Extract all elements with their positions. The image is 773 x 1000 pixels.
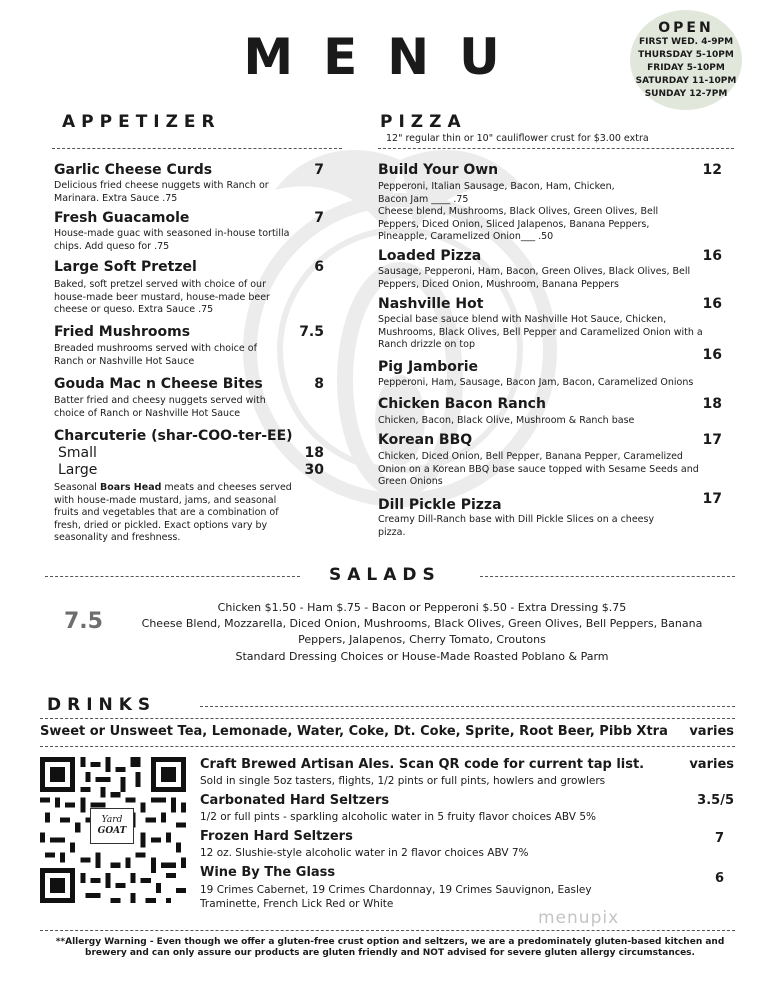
open-hours-line: SUNDAY 12-7PM xyxy=(644,89,728,99)
appetizer-item-name: Fried Mushrooms xyxy=(54,324,191,340)
appetizer-item-desc: Baked, soft pretzel served with choice of our house-made beer mustard, house-made beer cheese or queso. Extra Sauce .75 xyxy=(54,279,270,315)
pizza-item-price: 16 xyxy=(702,248,722,264)
pizza-item-name: Nashville Hot xyxy=(378,296,484,312)
menupix-watermark: menupix xyxy=(538,908,620,928)
logo-text: GOAT xyxy=(97,826,127,836)
pizza-item-name: Dill Pickle Pizza xyxy=(378,497,502,513)
charcuterie-desc xyxy=(54,482,294,545)
charcuterie-name: Charcuterie (shar-COO-ter-EE) xyxy=(54,428,293,444)
salad-ingredients: Cheese Blend, Mozzarella, Diced Onion, Mushrooms, Black Olives, Green Olives, Bell Peppers, Banana xyxy=(141,617,703,630)
divider xyxy=(45,576,300,577)
drink-item-price: 6 xyxy=(714,871,724,886)
allergy-warning: **Allergy Warning - Even though we offer a gluten-free crust option and seltzers, we are a predominately gluten-based kitchen and brewery and can only assure our products are gluten friendly and NOT advised for severe gluten allergy circumstances. xyxy=(55,937,725,958)
pizza-item-name: Korean BBQ xyxy=(378,432,473,448)
divider xyxy=(378,148,734,149)
charcuterie-large-label: Large xyxy=(58,462,98,478)
drink-item-price: 7 xyxy=(714,831,724,846)
charcuterie-small-price: 18 xyxy=(304,445,324,461)
drink-item-name: Sweet or Unsweet Tea, Lemonade, Water, Coke, Dt. Coke, Sprite, Root Beer, Pibb Xtra xyxy=(40,724,668,739)
salad-addons: Chicken $1.50 - Ham $.75 - Bacon or Pepperoni $.50 - Extra Dressing $.75 xyxy=(217,601,627,614)
pizza-item-desc: Sausage, Pepperoni, Ham, Bacon, Green Olives, Black Olives, Bell Peppers, Diced Onion, Mushroom, Banana Peppers xyxy=(378,266,691,290)
logo-text: Yard xyxy=(101,815,123,825)
pizza-item-name: Chicken Bacon Ranch xyxy=(378,396,546,412)
charcuterie-desc-text: meats and cheeses served with house-made mustard, jams, and seasonal fruits and vegetables that are a combination of fresh, dried or pickled. Exact options vary by seasonality and freshness. xyxy=(54,482,292,543)
appetizer-item-name: Fresh Guacamole xyxy=(54,210,190,226)
salads-heading: SALADS xyxy=(329,565,441,585)
pizza-item-price: 12 xyxy=(702,162,722,178)
appetizer-item-name: Garlic Cheese Curds xyxy=(54,162,213,178)
pizza-item-desc: Chicken, Diced Onion, Bell Pepper, Banana Pepper, Caramelized Onion on a Korean BBQ base sauce topped with Sesame Seeds and Green Onions xyxy=(378,451,699,487)
yard-goat-logo xyxy=(90,808,134,844)
open-hours-line: FRIDAY 5-10PM xyxy=(647,63,725,73)
drink-item-desc: 12 oz. Slushie-style alcoholic water in 2 flavor choices ABV 7% xyxy=(200,847,529,859)
pizza-crust-note: 12" regular thin or 10" cauliflower crust for $3.00 extra xyxy=(386,133,649,144)
pizza-item-name: Build Your Own xyxy=(378,162,499,178)
appetizer-item-name: Gouda Mac n Cheese Bites xyxy=(54,376,263,392)
appetizer-item-price: 7 xyxy=(314,162,324,178)
appetizer-item-price: 7 xyxy=(314,210,324,226)
open-hours-line: SATURDAY 11-10PM xyxy=(635,76,737,86)
salad-ingredients: Peppers, Jalapenos, Cherry Tomato, Croutons xyxy=(298,633,546,646)
appetizer-item-price: 8 xyxy=(314,376,324,392)
pizza-item-price: 17 xyxy=(702,432,722,448)
drink-item-desc: Sold in single 5oz tasters, flights, 1/2 pints or full pints, howlers and growlers xyxy=(200,775,606,787)
drink-item-price: varies xyxy=(689,757,734,772)
charcuterie-small-label: Small xyxy=(58,445,97,461)
appetizer-item-desc: Batter fried and cheesy nuggets served with choice of Ranch or Nashville Hot Sauce xyxy=(54,395,266,419)
divider xyxy=(480,576,735,577)
pizza-item-desc: Special base sauce blend with Nashville Hot Sauce, Chicken, Mushrooms, Black Olives, Bell Pepper and Caramelized Onion with a Ranch drizzle on top xyxy=(378,314,703,350)
drink-item-name: Craft Brewed Artisan Ales. Scan QR code for current tap list. xyxy=(200,757,645,772)
drink-item-price: varies xyxy=(689,724,734,739)
appetizer-item-name: Large Soft Pretzel xyxy=(54,259,197,275)
pizza-item-price: 16 xyxy=(702,347,722,363)
pizza-item-name: Loaded Pizza xyxy=(378,248,482,264)
appetizer-item-desc: Breaded mushrooms served with choice of Ranch or Nashville Hot Sauce xyxy=(54,343,257,367)
drinks-heading: DRINKS xyxy=(47,695,157,715)
appetizer-item-desc: House-made guac with seasoned in-house tortilla chips. Add queso for .75 xyxy=(54,228,290,252)
divider xyxy=(52,148,342,149)
pizza-item-desc: Chicken, Bacon, Black Olive, Mushroom & Ranch base xyxy=(378,415,635,426)
charcuterie-large-price: 30 xyxy=(304,462,324,478)
open-hours-line: THURSDAY 5-10PM xyxy=(638,50,734,60)
salad-dressings: Standard Dressing Choices or House-Made Roasted Poblano & Parm xyxy=(235,650,609,663)
pizza-item-price: 16 xyxy=(702,296,722,312)
charcuterie-desc-text: Seasonal xyxy=(54,482,100,493)
pizza-item-desc: Pepperoni, Italian Sausage, Bacon, Ham, Chicken, Bacon Jam ____ .75 xyxy=(378,181,615,205)
drink-item-name: Wine By The Glass xyxy=(200,865,336,880)
page-title: MENU xyxy=(243,28,530,86)
divider xyxy=(40,746,735,747)
pizza-heading: PIZZA xyxy=(380,112,467,132)
appetizer-heading: APPETIZER xyxy=(62,112,221,132)
pizza-item-price: 17 xyxy=(702,491,722,507)
open-hours-badge xyxy=(630,10,742,110)
drink-item-name: Carbonated Hard Seltzers xyxy=(200,793,390,808)
pizza-item-desc: Cheese blend, Mushrooms, Black Olives, Green Olives, Bell Peppers, Diced Onion, Sliced Jalapenos, Banana Peppers, Pineapple, Caramelized Onion___ .50 xyxy=(378,206,659,242)
drink-item-price: 3.5/5 xyxy=(697,793,734,808)
appetizer-item-desc: Delicious fried cheese nuggets with Ranch or Marinara. Extra Sauce .75 xyxy=(54,180,269,204)
appetizer-item-price: 7.5 xyxy=(299,324,324,340)
appetizer-item-price: 6 xyxy=(314,259,324,275)
divider xyxy=(40,930,735,931)
salad-price: 7.5 xyxy=(64,609,103,634)
pizza-item-price: 18 xyxy=(702,396,722,412)
charcuterie-desc-brand: Boars Head xyxy=(99,482,162,493)
open-hours-title: OPEN xyxy=(658,20,714,36)
pizza-item-desc: Creamy Dill-Ranch base with Dill Pickle Slices on a cheesy pizza. xyxy=(378,514,655,538)
pizza-item-name: Pig Jamborie xyxy=(378,359,479,375)
divider xyxy=(200,706,735,707)
pizza-item-desc: Pepperoni, Ham, Sausage, Bacon Jam, Bacon, Caramelized Onions xyxy=(378,377,694,388)
divider xyxy=(40,718,735,719)
open-hours-line: FIRST WED. 4-9PM xyxy=(638,37,734,47)
drink-item-name: Frozen Hard Seltzers xyxy=(200,829,353,844)
drink-item-desc: 19 Crimes Cabernet, 19 Crimes Chardonnay, 19 Crimes Sauvignon, Easley Traminette, French Lick Red or White xyxy=(200,884,592,910)
drink-item-desc: 1/2 or full pints - sparkling alcoholic water in 5 fruity flavor choices ABV 5% xyxy=(200,811,596,823)
